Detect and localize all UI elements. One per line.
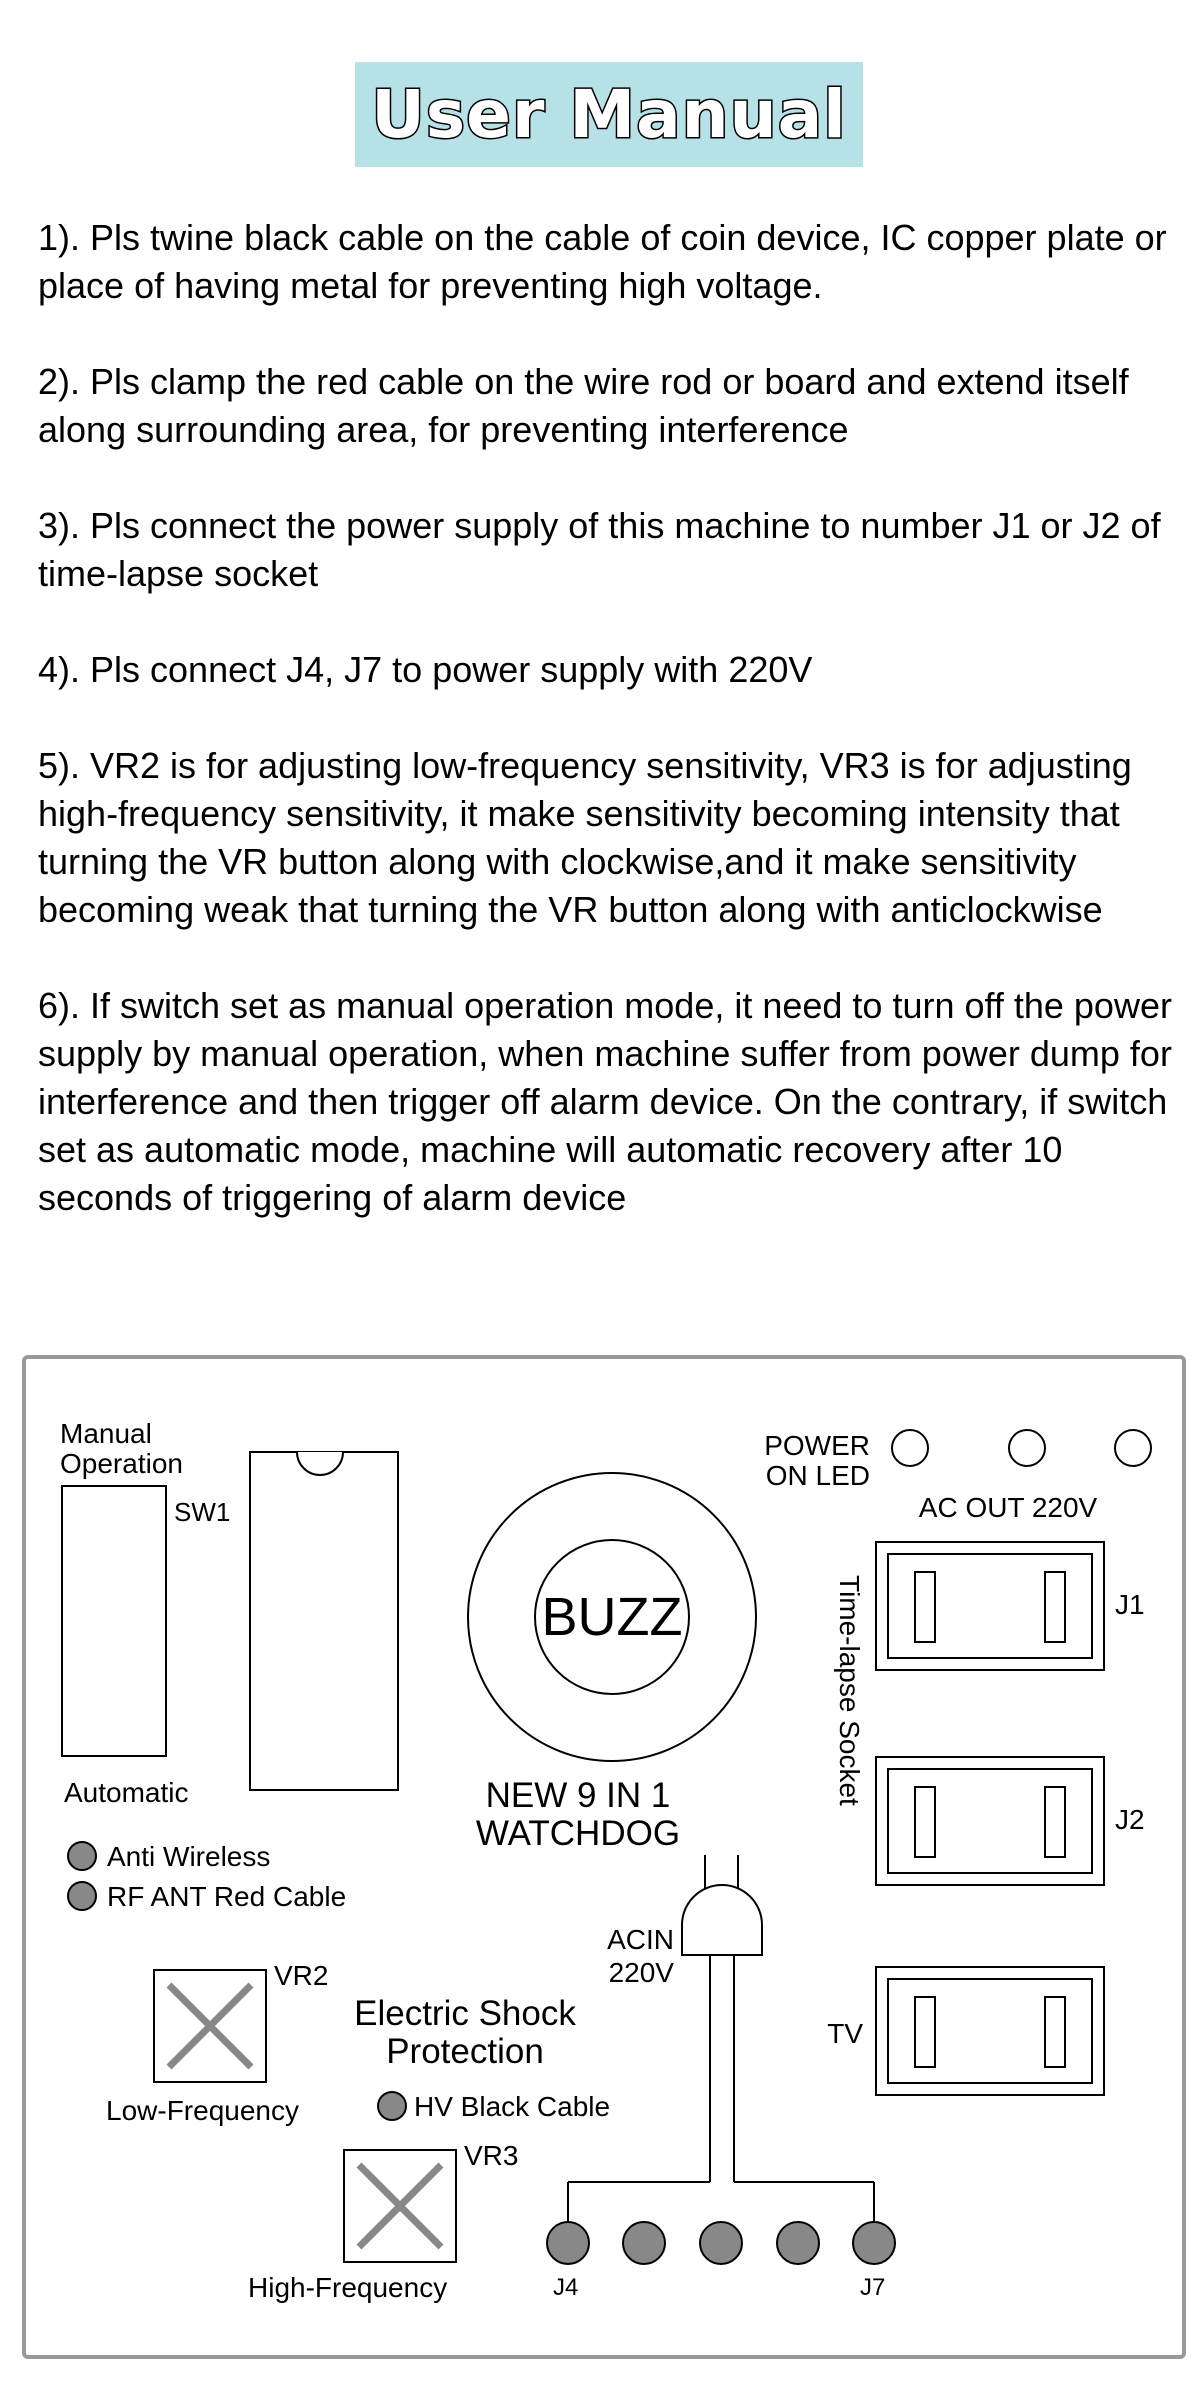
sw1-switch (62, 1486, 166, 1756)
j1-label: J1 (1115, 1589, 1145, 1620)
socket-tv-slot-right (1045, 1997, 1065, 2067)
instruction-3: 3). Pls connect the power supply of this machine to number J1 or J2 of time-lapse socket (38, 505, 1171, 594)
power-led-3 (1115, 1430, 1151, 1466)
anti-wireless-label: Anti Wireless (107, 1841, 271, 1872)
instructions-list (38, 214, 1182, 1270)
time-lapse-socket-label: Time-lapse Socket (834, 1575, 865, 1806)
instruction-5: 5). VR2 is for adjusting low-frequency sensitivity, VR3 is for adjusting high-frequency sensitivity, it make sensitivity becoming intensity that turning the VR button along with clockwise,and it make sensitivity becoming weak that turning the VR button along with anticlockwise (38, 745, 1142, 930)
power-led-label-1: POWER (764, 1430, 870, 1461)
tv-label: TV (827, 2018, 863, 2049)
socket-j1-slot-left (915, 1572, 935, 1642)
power-led-2 (1009, 1430, 1045, 1466)
instruction-2: 2). Pls clamp the red cable on the wire rod or board and extend itself along surrounding area, for preventing interference (38, 361, 1149, 450)
rf-ant-dot (68, 1882, 96, 1910)
socket-j2-slot-right (1045, 1787, 1065, 1857)
high-frequency-label: High-Frequency (248, 2272, 448, 2303)
ac-out-label: AC OUT 220V (918, 1492, 1098, 1523)
sw1-label: SW1 (174, 1497, 231, 1527)
ic-chip (250, 1452, 398, 1790)
hv-black-cable-dot (378, 2092, 406, 2120)
rf-ant-label: RF ANT Red Cable (107, 1881, 347, 1912)
buzz-label: BUZZ (541, 1587, 683, 1647)
vr3-label: VR3 (464, 2140, 519, 2171)
terminal-j7 (853, 2222, 895, 2264)
instruction-1: 1). Pls twine black cable on the cable of coin device, IC copper plate or place of having metal for preventing high voltage. (38, 217, 1177, 306)
manual-operation-label-2: Operation (60, 1448, 183, 1479)
acin-label-1: ACIN (607, 1924, 674, 1955)
hv-black-cable-label: HV Black Cable (414, 2091, 611, 2122)
instruction-6: 6). If switch set as manual operation mode, it need to turn off the power supply by manual operation, when machine suffer from power dump for interference and then trigger off alarm device. On the contrary, if switch set as automatic mode, machine will automatic recovery after 10 seconds of triggering of alarm device (38, 985, 1182, 1218)
anti-wireless-dot (68, 1842, 96, 1870)
page-title: User Manual (371, 76, 847, 153)
socket-j1-slot-right (1045, 1572, 1065, 1642)
socket-j2-slot-left (915, 1787, 935, 1857)
acin-plug (682, 1885, 762, 1955)
watchdog-label-2: WATCHDOG (475, 1814, 681, 1853)
power-led-label-2: ON LED (765, 1460, 870, 1491)
j4-label: J4 (553, 2274, 579, 2301)
socket-tv-slot-left (915, 1997, 935, 2067)
acin-label-2: 220V (608, 1957, 674, 1988)
wiring-diagram (22, 1355, 1186, 2365)
electric-shock-label-1: Electric Shock (354, 1994, 576, 2033)
terminal-4 (777, 2222, 819, 2264)
instruction-4: 4). Pls connect J4, J7 to power supply with 220V (38, 649, 813, 690)
power-led-1 (892, 1430, 928, 1466)
terminal-j4 (547, 2222, 589, 2264)
automatic-label: Automatic (64, 1777, 189, 1808)
j7-label: J7 (860, 2274, 886, 2301)
terminal-2 (623, 2222, 665, 2264)
terminal-3 (700, 2222, 742, 2264)
vr2-label: VR2 (274, 1960, 329, 1991)
low-frequency-label: Low-Frequency (106, 2095, 299, 2126)
electric-shock-label-2: Protection (386, 2032, 544, 2071)
j2-label: J2 (1115, 1804, 1145, 1835)
title-banner (355, 62, 863, 167)
manual-operation-label-1: Manual (60, 1418, 152, 1449)
watchdog-label-1: NEW 9 IN 1 (485, 1776, 671, 1815)
